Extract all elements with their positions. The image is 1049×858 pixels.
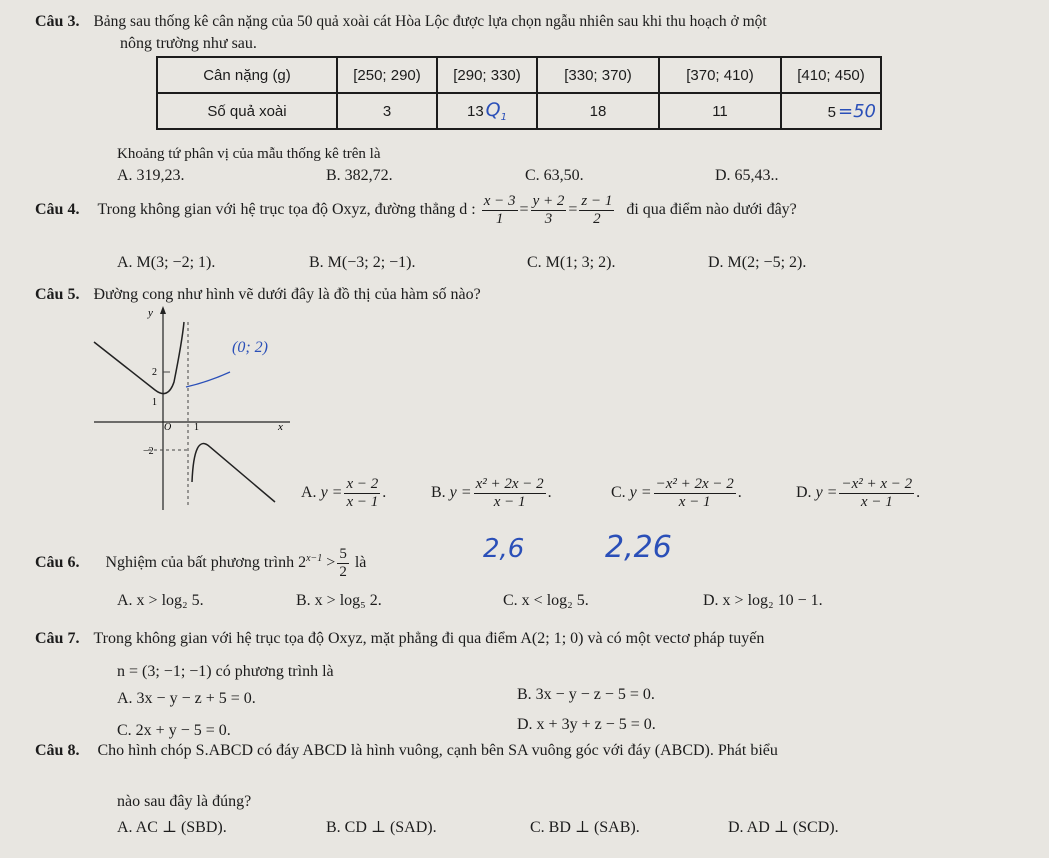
function-graph <box>90 302 305 514</box>
handwritten-fifty: =50 <box>838 100 876 122</box>
q4-number: Câu 4. <box>35 201 80 219</box>
q5-option-d[interactable] <box>796 476 920 511</box>
table-cell: [290; 330) <box>437 57 537 93</box>
option-fraction <box>474 476 546 511</box>
count-value: 13 <box>466 103 484 120</box>
option-fraction <box>344 476 380 511</box>
table-row <box>157 57 881 93</box>
table-header-weight: Cân nặng (g) <box>157 57 337 93</box>
q4-fraction-y <box>531 193 567 228</box>
q7-option-a[interactable]: A. 3x − y − z + 5 = 0. <box>117 690 256 707</box>
denominator: 2 <box>593 211 601 227</box>
tick-2-label: 2 <box>152 367 157 378</box>
option-lhs: y = <box>449 484 472 502</box>
table-cell: 18 <box>537 93 659 129</box>
q3-option-c[interactable]: C. 63,50. <box>525 167 584 184</box>
q4-stem <box>35 193 797 228</box>
q3-number: Câu 3. <box>35 13 80 30</box>
q7-option-c[interactable]: C. 2x + y − 5 = 0. <box>117 722 231 739</box>
q3-question: Khoảng tứ phân vị của mẫu thống kê trên là <box>117 146 381 162</box>
handwritten-arrow <box>186 372 230 387</box>
option-letter: A. <box>301 484 317 502</box>
q6-stem <box>35 546 366 581</box>
q4-option-c[interactable]: C. M(1; 3; 2). <box>527 254 616 271</box>
numerator: −x² + 2x − 2 <box>655 476 734 492</box>
equals: = <box>519 201 529 219</box>
option-end: . <box>916 484 921 502</box>
table-cell: [250; 290) <box>337 57 437 93</box>
q8-option-a[interactable]: A. AC ⊥ (SBD). <box>117 819 227 836</box>
option-end: . <box>737 484 742 502</box>
handwritten-q-sub: 1 <box>500 112 508 123</box>
q4-fraction-z <box>579 193 614 228</box>
numerator: x² + 2x − 2 <box>475 476 544 492</box>
denominator: 3 <box>544 211 553 227</box>
handwritten-answer-2: 2,26 <box>605 530 672 565</box>
denominator: x − 1 <box>346 494 379 510</box>
numerator: −x² + x − 2 <box>841 476 913 492</box>
numerator: z − 1 <box>581 193 613 209</box>
numerator: x − 2 <box>346 476 379 492</box>
option-fraction <box>839 476 914 511</box>
table-row <box>157 93 881 129</box>
q6-pre: Nghiệm của bất phương trình 2 <box>105 554 307 572</box>
q6-option-c[interactable]: C. x < log₂ 5. <box>503 592 589 609</box>
option-lhs: y = <box>815 484 838 502</box>
q6-number: Câu 6. <box>35 554 80 572</box>
q6-option-b[interactable]: B. x > log₅ 2. <box>296 592 382 609</box>
q7-number: Câu 7. <box>35 630 80 647</box>
q7-stem <box>35 630 764 648</box>
q4-option-a[interactable]: A. M(3; −2; 1). <box>117 254 216 271</box>
table-cell: [370; 410) <box>659 57 781 93</box>
q6-exponent: x−1 <box>306 552 323 564</box>
table-cell <box>437 93 537 129</box>
count-value: 5 <box>827 103 836 121</box>
denominator: x − 1 <box>678 494 711 510</box>
option-letter: B. <box>431 484 446 502</box>
q8-option-c[interactable]: C. BD ⊥ (SAB). <box>530 819 640 836</box>
q4-post: đi qua điểm nào dưới đây? <box>626 201 797 219</box>
option-letter: C. <box>611 484 626 502</box>
tick-x1-label: 1 <box>194 422 199 433</box>
q3-stem <box>35 13 767 31</box>
numerator: y + 2 <box>532 193 565 209</box>
curve-left-branch <box>94 322 184 394</box>
q5-number: Câu 5. <box>35 286 80 303</box>
q3-option-b[interactable]: B. 382,72. <box>326 167 393 184</box>
handwritten-note: (0; 2) <box>232 339 268 356</box>
option-end: . <box>382 484 387 502</box>
q7-vector: n = (3; −1; −1) có phương trình là <box>117 663 334 680</box>
tick-minus2-label: −2 <box>143 446 154 457</box>
q6-option-a[interactable]: A. x > log₂ 5. <box>117 592 204 609</box>
q8-option-b[interactable]: B. CD ⊥ (SAD). <box>326 819 437 836</box>
table-header-count: Số quả xoài <box>157 93 337 129</box>
denominator: x − 1 <box>493 494 526 510</box>
q8-text: Cho hình chóp S.ABCD có đáy ABCD là hình vuông, cạnh bên SA vuông góc với đáy (ABCD). Phát biểu <box>97 742 778 759</box>
equals: = <box>568 201 578 219</box>
q3-text: Bảng sau thống kê cân nặng của 50 quả xoài cát Hòa Lộc được lựa chọn ngẫu nhiên sau khi thu hoạch ở một <box>93 13 767 30</box>
denominator: 2 <box>339 564 347 580</box>
q5-option-c[interactable] <box>611 476 742 511</box>
table-cell: 11 <box>659 93 781 129</box>
q8-stem <box>35 742 778 760</box>
option-end: . <box>547 484 552 502</box>
option-lhs: y = <box>629 484 652 502</box>
x-axis-label: x <box>278 421 283 433</box>
handwritten-answer-1: 2,6 <box>483 534 525 564</box>
denominator: 1 <box>495 211 504 227</box>
q4-fraction-x <box>482 193 518 228</box>
table-cell: [330; 370) <box>537 57 659 93</box>
q8-number: Câu 8. <box>35 742 80 759</box>
q3-option-d[interactable]: D. 65,43.. <box>715 167 779 184</box>
handwritten-q: Q <box>485 99 501 121</box>
q6-gt: > <box>326 554 336 572</box>
q7-text: Trong không gian với hệ trục tọa độ Oxyz, mặt phẳng đi qua điểm A(2; 1; 0) và có một vectơ pháp tuyến <box>93 630 765 647</box>
q6-fraction <box>337 546 349 581</box>
q5-option-a[interactable] <box>301 476 386 511</box>
q4-option-d[interactable]: D. M(2; −5; 2). <box>708 254 807 271</box>
numerator: 5 <box>339 546 347 562</box>
option-fraction <box>654 476 736 511</box>
q6-option-d[interactable]: D. x > log₂ 10 − 1. <box>703 592 823 609</box>
table-cell: 3 <box>337 93 437 129</box>
q5-option-b[interactable] <box>431 476 552 511</box>
table-cell <box>781 93 881 129</box>
denominator: x − 1 <box>860 494 893 510</box>
weight-table <box>156 56 882 130</box>
q3-option-a[interactable]: A. 319,23. <box>117 167 185 184</box>
q8-text-line2: nào sau đây là đúng? <box>117 793 252 810</box>
y-arrow-icon <box>160 306 166 314</box>
q5-text: Đường cong như hình vẽ dưới đây là đồ thị của hàm số nào? <box>93 286 481 303</box>
q3-text-line2: nông trường như sau. <box>120 35 257 52</box>
y-axis-label: y <box>148 307 153 319</box>
tick-1-label: 1 <box>152 397 157 408</box>
curve-right-branch <box>192 444 275 502</box>
q4-pre: Trong không gian với hệ trục tọa độ Oxyz, đường thẳng d : <box>97 201 476 219</box>
option-lhs: y = <box>320 484 343 502</box>
q7-option-d[interactable]: D. x + 3y + z − 5 = 0. <box>517 716 656 733</box>
table-cell: [410; 450) <box>781 57 881 93</box>
origin-label: O <box>164 422 172 433</box>
q7-option-b[interactable]: B. 3x − y − z − 5 = 0. <box>517 686 655 703</box>
option-letter: D. <box>796 484 812 502</box>
q4-option-b[interactable]: B. M(−3; 2; −1). <box>309 254 416 271</box>
q8-option-d[interactable]: D. AD ⊥ (SCD). <box>728 819 839 836</box>
q6-post: là <box>354 554 367 572</box>
numerator: x − 3 <box>483 193 516 209</box>
